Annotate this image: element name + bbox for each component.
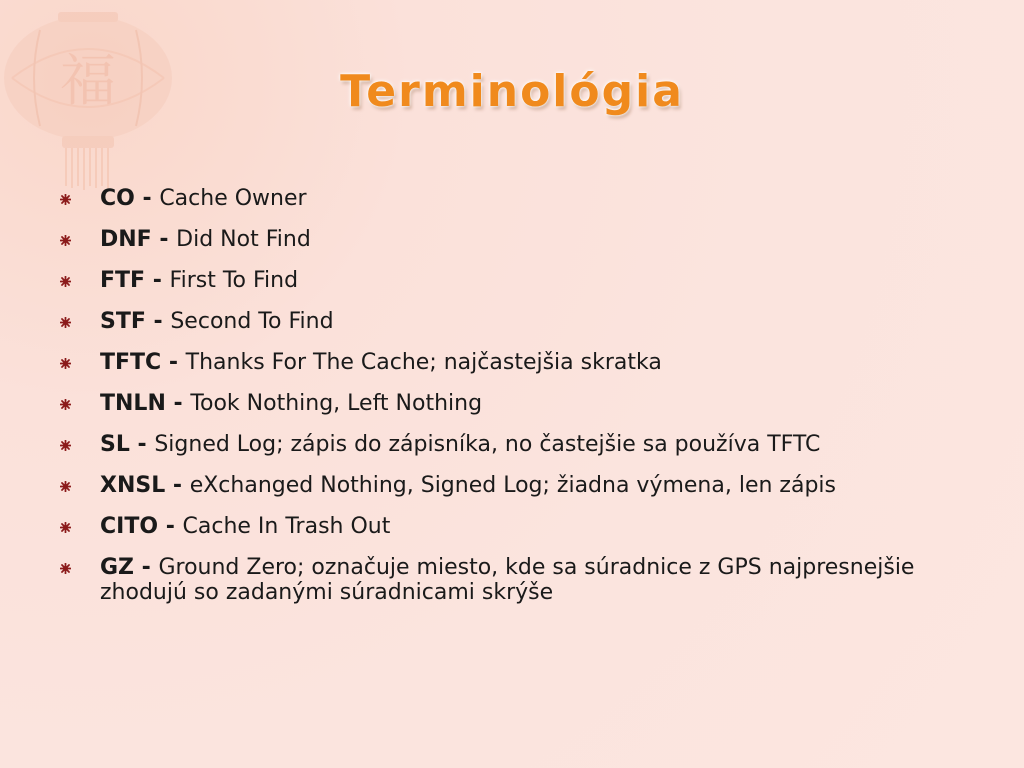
term-separator: - bbox=[165, 391, 191, 416]
term-separator: - bbox=[134, 555, 159, 580]
terminology-list bbox=[58, 186, 958, 621]
asterisk-bullet-icon bbox=[60, 317, 71, 328]
asterisk-bullet-icon bbox=[60, 358, 71, 369]
term-separator: - bbox=[165, 473, 190, 498]
list-item bbox=[58, 309, 958, 334]
term-separator: - bbox=[145, 309, 171, 334]
term-separator: - bbox=[145, 268, 170, 293]
term-abbreviation: XNSL bbox=[100, 473, 166, 498]
term-abbreviation: STF bbox=[100, 309, 146, 334]
list-item bbox=[58, 350, 958, 375]
asterisk-bullet-icon bbox=[60, 522, 71, 533]
svg-text:福: 福 bbox=[60, 49, 116, 114]
term-separator: - bbox=[161, 350, 186, 375]
term-separator: - bbox=[134, 186, 160, 211]
asterisk-bullet-icon bbox=[60, 563, 71, 574]
term-separator: - bbox=[151, 227, 177, 252]
term-abbreviation: TFTC bbox=[100, 350, 162, 375]
term-definition: Cache Owner bbox=[159, 186, 307, 211]
term-separator: - bbox=[158, 514, 183, 539]
asterisk-bullet-icon bbox=[60, 399, 71, 410]
term-abbreviation: GZ bbox=[100, 555, 135, 580]
term-definition: Ground Zero; označuje miesto, kde sa súradnice z GPS najpresnejšie zhodujú so zadanými súradnicami skrýše bbox=[100, 555, 915, 605]
list-item bbox=[58, 186, 958, 211]
term-definition: Cache In Trash Out bbox=[182, 514, 391, 539]
asterisk-bullet-icon bbox=[60, 440, 71, 451]
list-item bbox=[58, 514, 958, 539]
asterisk-bullet-icon bbox=[60, 481, 71, 492]
list-item bbox=[58, 555, 958, 605]
term-definition: Did Not Find bbox=[176, 227, 311, 252]
list-item bbox=[58, 473, 958, 498]
asterisk-bullet-icon bbox=[60, 194, 71, 205]
term-definition: First To Find bbox=[169, 268, 299, 293]
term-definition: Thanks For The Cache; najčastejšia skratka bbox=[185, 350, 662, 375]
term-abbreviation: TNLN bbox=[100, 391, 166, 416]
term-definition: Signed Log; zápis do zápisníka, no častejšie sa používa TFTC bbox=[154, 432, 821, 457]
term-abbreviation: FTF bbox=[100, 268, 146, 293]
term-abbreviation: SL bbox=[100, 432, 130, 457]
list-item bbox=[58, 391, 958, 416]
slide-title: Terminológia bbox=[340, 66, 684, 117]
list-item bbox=[58, 432, 958, 457]
asterisk-bullet-icon bbox=[60, 276, 71, 287]
term-abbreviation: CO bbox=[100, 186, 135, 211]
term-definition: Second To Find bbox=[170, 309, 334, 334]
list-item bbox=[58, 227, 958, 252]
term-definition: Took Nothing, Left Nothing bbox=[190, 391, 483, 416]
term-separator: - bbox=[129, 432, 155, 457]
asterisk-bullet-icon bbox=[60, 235, 71, 246]
term-definition: eXchanged Nothing, Signed Log; žiadna výmena, len zápis bbox=[189, 473, 836, 498]
term-abbreviation: DNF bbox=[100, 227, 152, 252]
list-item bbox=[58, 268, 958, 293]
term-abbreviation: CITO bbox=[100, 514, 159, 539]
